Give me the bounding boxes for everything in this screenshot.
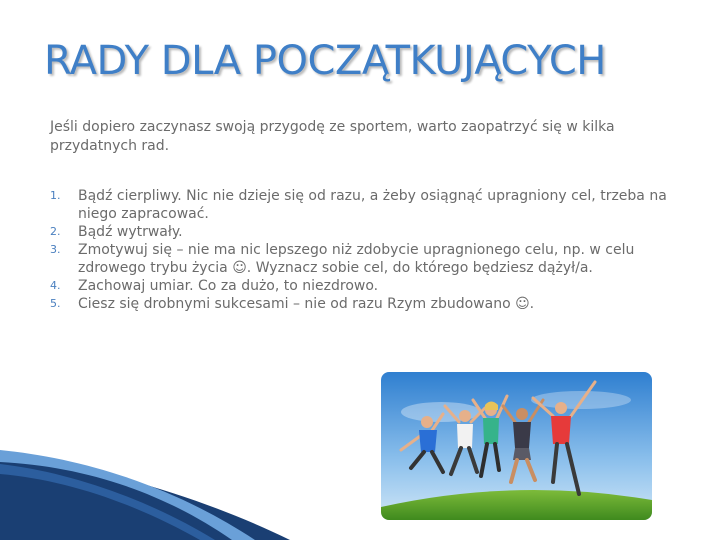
- list-item-text: Bądź cierpliwy. Nic nie dzieje się od razu, a żeby osiągnąć upragniony cel, trzeba na niego zapracować.: [78, 188, 667, 222]
- decorative-swoosh: [0, 450, 290, 540]
- list-item-text: Zachowaj umiar. Co za dużo, to niezdrowo.: [78, 278, 379, 294]
- page-title: RADY DLA POCZĄTKUJĄCYCH: [44, 38, 606, 84]
- list-item-number: 1.: [50, 189, 61, 202]
- list-item-number: 5.: [50, 297, 61, 310]
- list-item: [50, 223, 670, 241]
- list-item-number: 2.: [50, 225, 61, 238]
- intro-text: Jeśli dopiero zaczynasz swoją przygodę ze sportem, warto zaopatrzyć się w kilka przydatnych rad.: [50, 119, 615, 154]
- list-item-text: Bądź wytrwały.: [78, 224, 183, 240]
- list-item: [50, 241, 670, 277]
- list-item-number: 4.: [50, 279, 61, 292]
- list-item: [50, 187, 670, 223]
- list-item-text: Ciesz się drobnymi sukcesami – nie od razu Rzym zbudowano ☺.: [78, 296, 535, 312]
- list-item: [50, 277, 670, 295]
- list-item: [50, 295, 670, 313]
- list-item-text: Zmotywuj się – nie ma nic lepszego niż zdobycie upragnionego celu, np. w celu zdrowego trybu życia ☺. Wyznacz sobie cel, do którego będziesz dążył/a.: [78, 242, 635, 276]
- list-item-number: 3.: [50, 243, 61, 256]
- tips-list: [50, 187, 670, 313]
- jumping-people-photo: [381, 372, 652, 520]
